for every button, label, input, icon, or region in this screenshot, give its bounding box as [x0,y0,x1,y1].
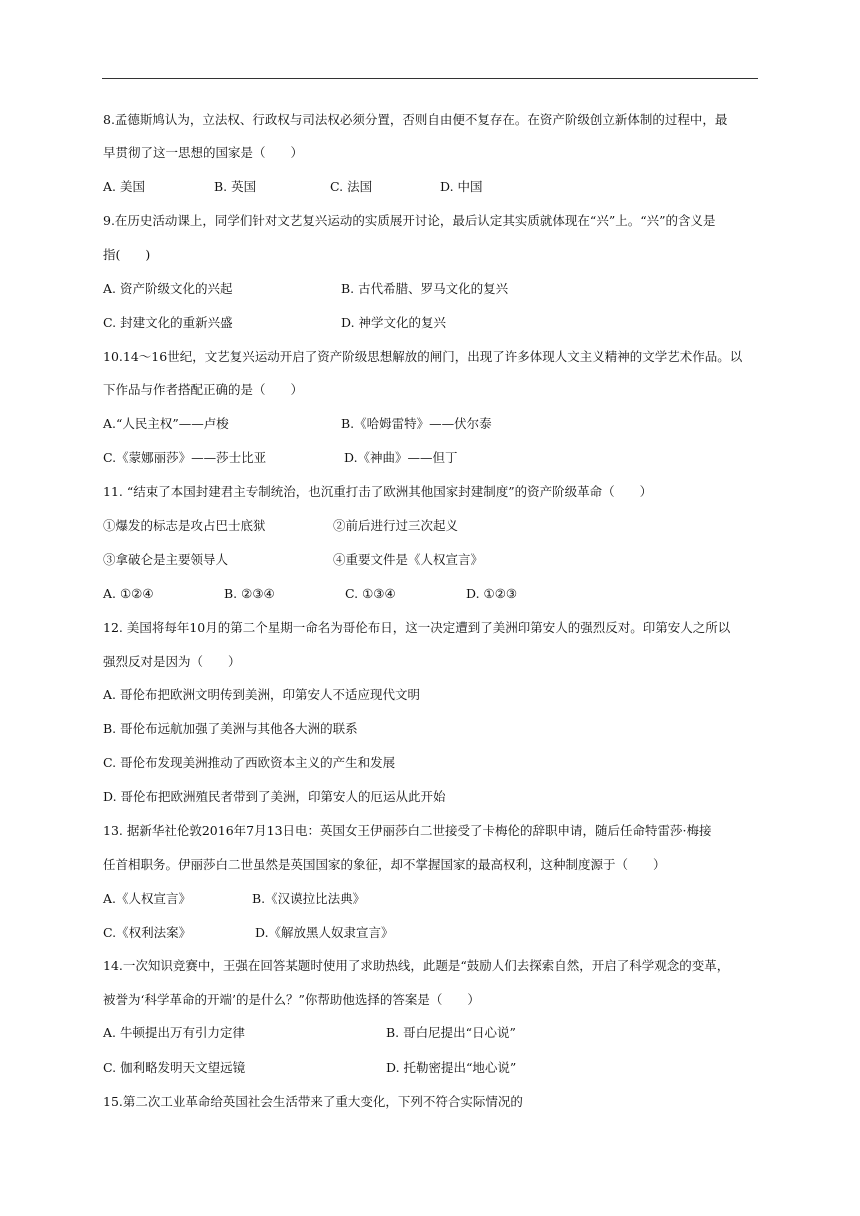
q13-stem-line2: 任首相职务。伊丽莎白二世虽然是英国国家的象征，却不掌握国家的最高权利，这种制度源于（ ） [103,857,666,872]
q10-option-d: D.《神曲》——但丁 [344,450,458,465]
q11-option-b: B. ②③④ [224,586,275,601]
q13-stem-line1: 13. 据新华社伦敦2016年7月13日电：英国女王伊丽莎白二世接受了卡梅伦的辞职申请，随后任命特雷莎·梅接 [103,823,712,838]
q9-stem-line1: 9.在历史活动课上，同学们针对文艺复兴运动的实质展开讨论，最后认定其实质就体现在“兴”上。“兴”的含义是 [103,213,716,228]
q11-stem-line1: 11. “结束了本国封建君主专制统治，也沉重打击了欧洲其他国家封建制度”的资产阶级革命（ ） [103,484,653,499]
q11-item-1: ①爆发的标志是攻占巴士底狱 [103,518,266,533]
q12-option-d: D. 哥伦布把欧洲殖民者带到了美洲，印第安人的厄运从此开始 [103,789,446,804]
q14-option-d: D. 托勒密提出“地心说” [386,1060,517,1075]
q10-option-a: A.“人民主权”——卢梭 [103,416,229,431]
q12-option-c: C. 哥伦布发现美洲推动了西欧资本主义的产生和发展 [103,755,396,770]
q11-option-a: A. ①②④ [103,586,154,601]
q9-option-a: A. 资产阶级文化的兴起 [103,281,233,296]
q9-option-c: C. 封建文化的重新兴盛 [103,315,233,330]
q12-option-a: A. 哥伦布把欧洲文明传到美洲，印第安人不适应现代文明 [103,687,420,702]
q14-option-a: A. 牛顿提出万有引力定律 [103,1025,245,1040]
q11-option-d: D. ①②③ [466,586,518,601]
q9-option-d: D. 神学文化的复兴 [341,315,447,330]
q14-stem-line2: 被誉为‘科学革命的开端’的是什么？”你帮助他选择的答案是（ ） [103,992,480,1007]
q10-stem-line2: 下作品与作者搭配正确的是（ ） [103,382,304,397]
q13-option-d: D.《解放黑人奴隶宣言》 [255,925,394,940]
q11-item-3: ③拿破仑是主要领导人 [103,552,229,567]
q14-stem-line1: 14.一次知识竞赛中，王强在回答某题时使用了求助热线，此题是“鼓励人们去探索自然，开启了科学观念的变革， [103,958,730,973]
header-rule [102,78,758,79]
q9-option-b: B. 古代希腊、罗马文化的复兴 [341,281,509,296]
q10-stem-line1: 10.14～16世纪，文艺复兴运动开启了资产阶级思想解放的闸门，出现了许多体现人文主义精神的文学艺术作品。以 [103,349,743,364]
q8-stem-line2: 早贯彻了这一思想的国家是（ ） [103,145,304,160]
q8-option-d: D. 中国 [440,179,483,194]
q13-option-c: C.《权利法案》 [103,925,192,940]
q12-stem-line2: 强烈反对是因为（ ） [103,654,241,669]
q13-option-a: A.《人权宣言》 [103,891,192,906]
q8-option-b: B. 英国 [214,179,257,194]
q12-stem-line1: 12. 美国将每年10月的第二个星期一命名为哥伦布日，这一决定遭到了美洲印第安人的强烈反对。印第安人之所以 [103,620,731,635]
q11-item-2: ②前后进行过三次起义 [333,518,459,533]
q14-option-c: C. 伽利略发明天文望远镜 [103,1060,246,1075]
q11-item-4: ④重要文件是《人权宣言》 [333,552,484,567]
q14-option-b: B. 哥白尼提出“日心说” [386,1025,516,1040]
q9-stem-line2: 指( ) [103,247,151,262]
q12-option-b: B. 哥伦布远航加强了美洲与其他各大洲的联系 [103,721,358,736]
q8-option-a: A. 美国 [103,179,145,194]
q10-option-c: C.《蒙娜丽莎》——莎士比亚 [103,450,267,465]
q15-stem-line1: 15.第二次工业革命给英国社会生活带来了重大变化，下列不符合实际情况的 [103,1094,523,1109]
q8-stem-line1: 8.孟德斯鸠认为，立法权、行政权与司法权必须分置，否则自由便不复存在。在资产阶级创立新体制的过程中，最 [103,112,728,127]
q11-option-c: C. ①③④ [345,586,396,601]
q8-option-c: C. 法国 [330,179,373,194]
q10-option-b: B.《哈姆雷特》——伏尔泰 [341,416,492,431]
q13-option-b: B.《汉谟拉比法典》 [252,891,366,906]
